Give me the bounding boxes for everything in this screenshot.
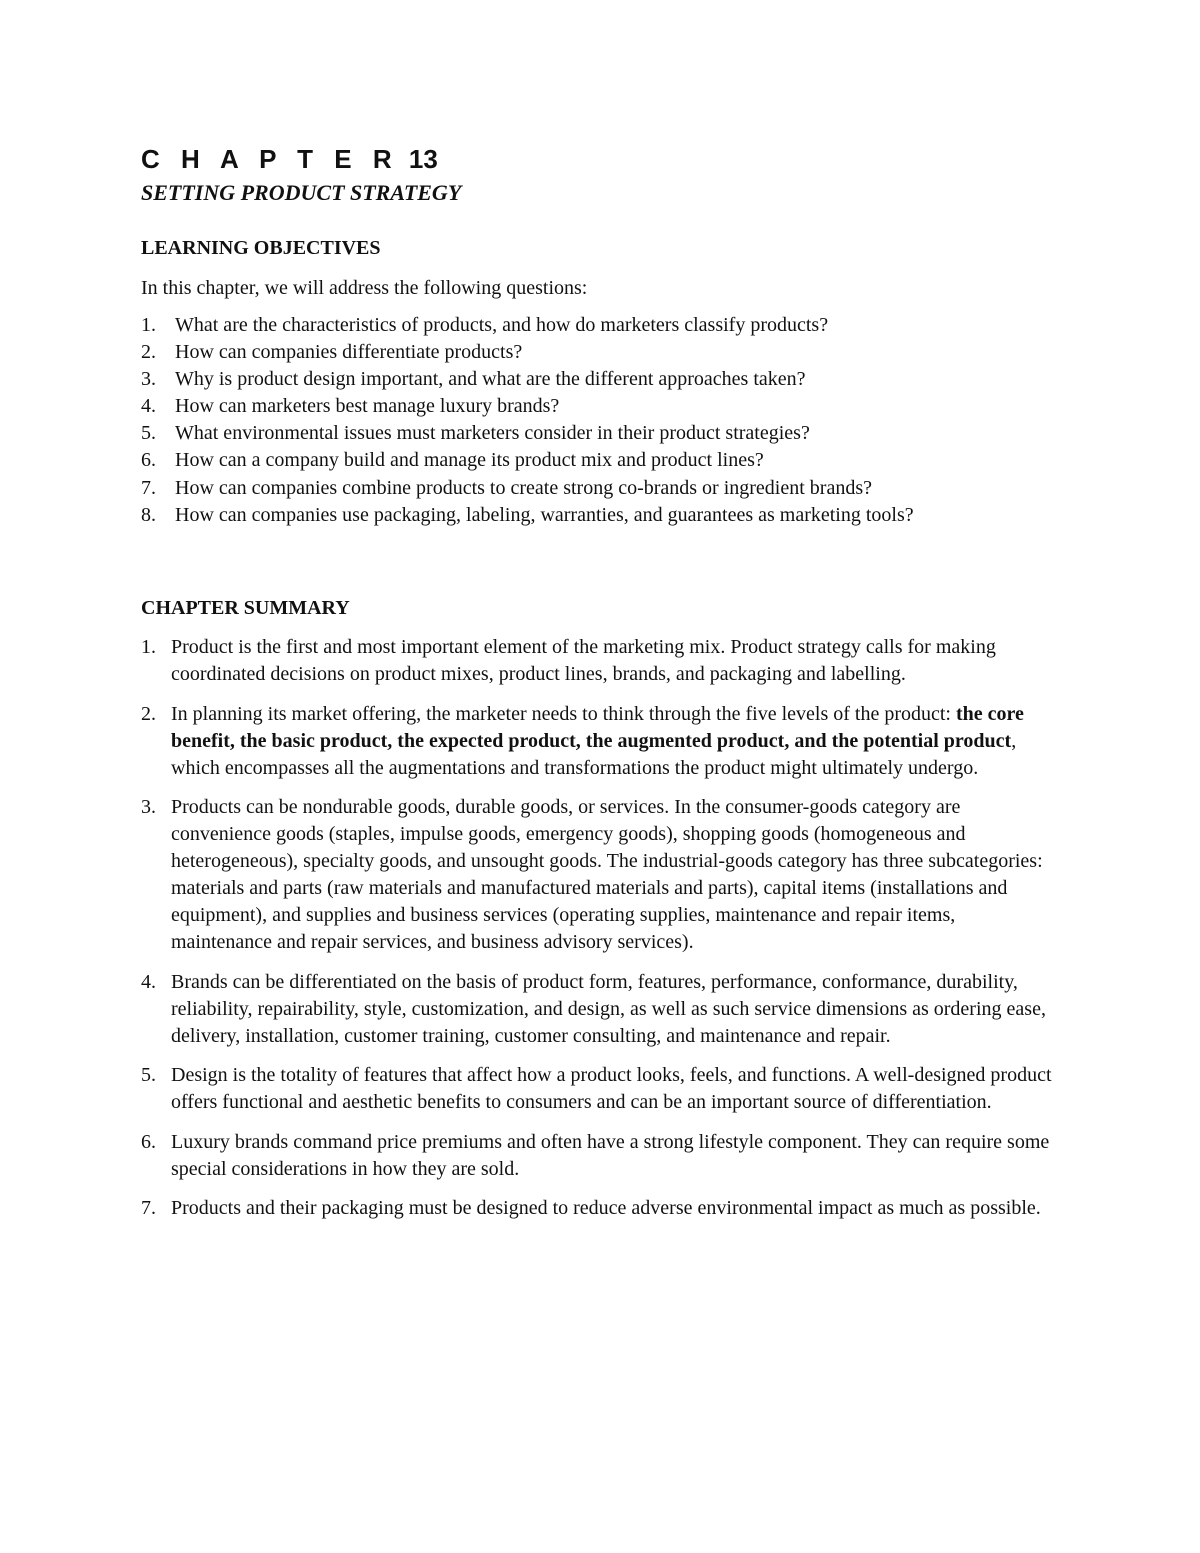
summary-item (141, 634, 1061, 688)
summary-text-bold: the core benefit, the basic product, the expected product, the augmented product, and the potential product (171, 702, 1024, 752)
summary-text-plain: , which encompasses all the augmentations and transformations the product might ultimately undergo. (171, 729, 1017, 779)
objective-text: How can marketers best manage luxury brands? (175, 395, 560, 418)
objective-number: 2. (141, 341, 156, 364)
summary-number: 7. (141, 1197, 156, 1219)
summary-text (171, 701, 1061, 782)
summary-text: Product is the first and most important element of the marketing mix. Product strategy calls for making coordinated decisions on product mixes, product lines, brands, and packaging and labelling. (171, 636, 996, 685)
summary-text: Products and their packaging must be designed to reduce adverse environmental impact as much as possible. (171, 1197, 1041, 1219)
objective-text: How can a company build and manage its product mix and product lines? (175, 449, 764, 472)
summary-text: Design is the totality of features that affect how a product looks, feels, and functions. A well-designed product offers functional and aesthetic benefits to consumers and can be an important source of differentiation. (171, 1064, 1052, 1113)
objective-number: 6. (141, 449, 156, 472)
objective-text: How can companies use packaging, labeling, warranties, and guarantees as marketing tools? (175, 503, 914, 526)
summary-item (141, 794, 1061, 956)
objective-text: How can companies differentiate products? (175, 341, 523, 364)
chapter-number: 13 (408, 144, 438, 174)
objective-item (141, 312, 1071, 339)
objective-number: 7. (141, 476, 156, 499)
summary-item (141, 1062, 1061, 1116)
summary-text: Luxury brands command price premiums and often have a strong lifestyle component. They can require some special considerations in how they are sold. (171, 1130, 1050, 1180)
objective-item (141, 366, 1071, 393)
objective-text: What environmental issues must marketers consider in their product strategies? (175, 422, 810, 445)
objective-item (141, 502, 1071, 529)
objective-number: 8. (141, 503, 156, 526)
summary-item (141, 701, 1061, 782)
summary-number: 5. (141, 1064, 156, 1086)
summary-item (141, 1129, 1061, 1183)
objective-text: How can companies combine products to create strong co-brands or ingredient brands? (175, 476, 872, 499)
summary-text: Brands can be differentiated on the basis of product form, features, performance, conformance, durability, reliability, repairability, style, customization, and design, as well as such service dimensions as ordering ease, delivery, installation, customer training, customer consulting, and maintenance and repair. (171, 970, 1046, 1047)
learning-objectives-intro: In this chapter, we will address the following questions: (141, 277, 588, 299)
objective-number: 3. (141, 368, 156, 391)
objective-number: 5. (141, 422, 156, 445)
objective-number: 1. (141, 314, 156, 336)
chapter-title: SETTING PRODUCT STRATEGY (141, 180, 462, 205)
summary-item (141, 1195, 1061, 1222)
chapter-summary-list (141, 634, 1061, 1235)
summary-number: 2. (141, 702, 156, 725)
objective-item (141, 339, 1071, 366)
summary-number: 6. (141, 1130, 156, 1153)
summary-text-plain: In planning its market offering, the marketer needs to think through the five levels of the product: (171, 702, 956, 725)
objective-number: 4. (141, 395, 156, 418)
chapter-label: C H A P T E R (141, 144, 399, 174)
objective-text: Why is product design important, and what are the different approaches taken? (175, 368, 806, 391)
learning-objectives-list (141, 312, 1071, 529)
chapter-summary-heading: CHAPTER SUMMARY (141, 597, 350, 619)
summary-item (141, 969, 1061, 1050)
objective-item (141, 393, 1071, 420)
summary-text: Products can be nondurable goods, durable goods, or services. In the consumer-goods category are convenience goods (staples, impulse goods, emergency goods), shopping goods (homogeneous and heterogeneous), specialty goods, and unsought goods. The industrial-goods category has three subcategories: materials and parts (raw materials and manufactured materials and parts), capital items (installations and equipment), and supplies and business services (operating supplies, maintenance and repair items, maintenance and repair services, and business advisory services). (171, 796, 1043, 953)
chapter-heading (141, 142, 438, 176)
summary-number: 4. (141, 970, 156, 993)
objective-item (141, 420, 1071, 447)
objective-text: What are the characteristics of products, and how do marketers classify products? (175, 314, 829, 336)
objective-item (141, 447, 1071, 474)
learning-objectives-heading: LEARNING OBJECTIVES (141, 237, 381, 259)
objective-item (141, 475, 1071, 502)
summary-number: 3. (141, 796, 156, 818)
summary-number: 1. (141, 636, 156, 658)
